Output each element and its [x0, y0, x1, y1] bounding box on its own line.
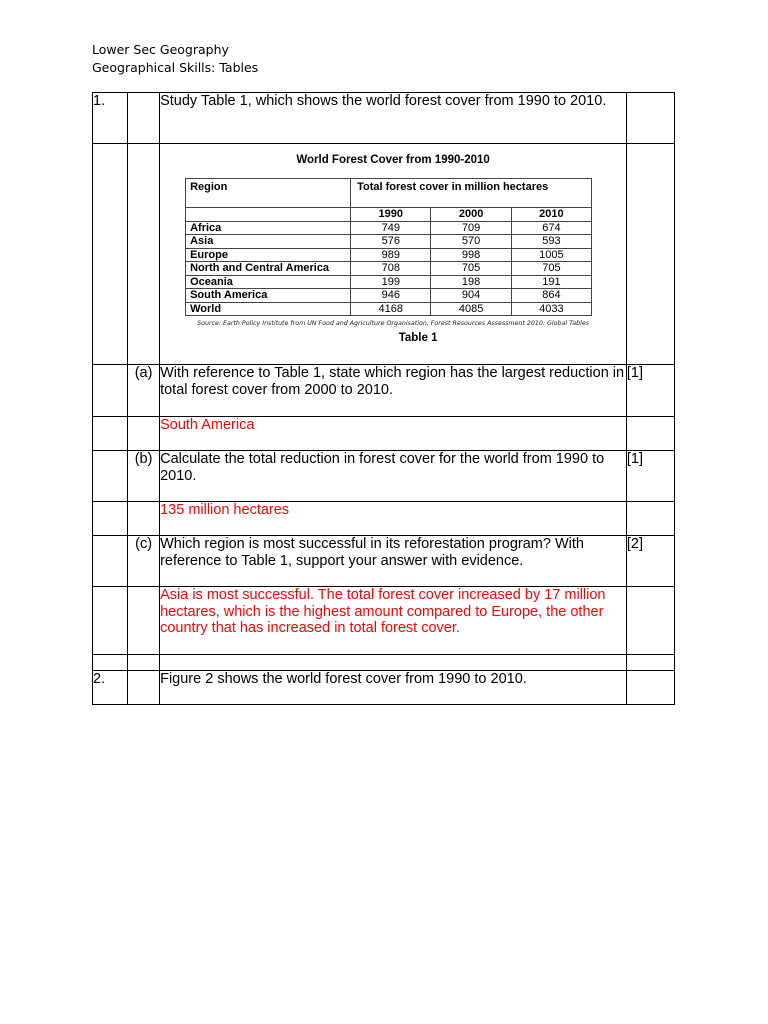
table-cell: 198 [431, 275, 511, 289]
region-name: North and Central America [186, 262, 351, 276]
answer-b-row [93, 502, 675, 536]
question-a-marks: [1] [626, 365, 674, 417]
region-name: Europe [186, 248, 351, 262]
page-header [92, 41, 258, 77]
answer-b-text: 135 million hectares [160, 502, 627, 536]
question-b-label: (b) [128, 451, 160, 502]
region-name: World [186, 302, 351, 316]
region-name: Oceania [186, 275, 351, 289]
question-b-marks: [1] [626, 451, 674, 502]
answer-a-row [93, 417, 675, 451]
header-course: Lower Sec Geography [92, 42, 229, 57]
table-cell: 946 [351, 289, 431, 303]
table-cell: 989 [351, 248, 431, 262]
figure-source: Source: Earth Policy Institute from UN Food and Agriculture Organisation, Forest Resources Assessment 2010: Global Tables [197, 320, 590, 327]
region-name: Africa [186, 221, 351, 235]
table-cell: 674 [511, 221, 591, 235]
q1-intro-row [93, 93, 675, 144]
forest-cover-table [185, 178, 592, 316]
question-c-label: (c) [128, 536, 160, 587]
table-cell: 709 [431, 221, 511, 235]
region-name: South America [186, 289, 351, 303]
question-a-label: (a) [128, 365, 160, 417]
table-cell: 199 [351, 275, 431, 289]
table-row [186, 221, 592, 235]
table-cell: 904 [431, 289, 511, 303]
q2-intro-row [93, 671, 675, 705]
col-region-header: Region [186, 179, 351, 208]
figure-row [93, 144, 675, 365]
q1-number: 1. [93, 93, 128, 144]
table-cell: 705 [431, 262, 511, 276]
answer-c-row [93, 587, 675, 655]
table-cell: 708 [351, 262, 431, 276]
answer-a-text: South America [160, 417, 627, 451]
table-cell: 576 [351, 235, 431, 249]
table-row [186, 235, 592, 249]
table-cell: 4085 [431, 302, 511, 316]
figure-title: World Forest Cover from 1990-2010 [296, 154, 490, 166]
question-a-text: With reference to Table 1, state which region has the largest reduction in total forest cover from 2000 to 2010. [160, 365, 627, 417]
table-cell: 998 [431, 248, 511, 262]
table-cell: 749 [351, 221, 431, 235]
table-row [186, 262, 592, 276]
question-b-text: Calculate the total reduction in forest cover for the world from 1990 to 2010. [160, 451, 627, 502]
year-header: 2000 [431, 208, 511, 222]
question-b-row [93, 451, 675, 502]
table-cell: 570 [431, 235, 511, 249]
year-header: 1990 [351, 208, 431, 222]
q2-intro-text: Figure 2 shows the world forest cover from 1990 to 2010. [160, 671, 627, 705]
q1-intro-text: Study Table 1, which shows the world forest cover from 1990 to 2010. [160, 93, 627, 144]
table-cell: 191 [511, 275, 591, 289]
region-name: Asia [186, 235, 351, 249]
spacer-row [93, 655, 675, 671]
table-cell: 705 [511, 262, 591, 276]
question-c-marks: [2] [626, 536, 674, 587]
table-row [186, 289, 592, 303]
table-row [186, 248, 592, 262]
q2-number: 2. [93, 671, 128, 705]
answer-c-text: Asia is most successful. The total forest cover increased by 17 million hectares, which is the highest amount compared to Europe, the other country that has increased in total forest cover. [160, 587, 627, 655]
table-cell: 4168 [351, 302, 431, 316]
table-cell: 593 [511, 235, 591, 249]
table-row [186, 275, 592, 289]
year-header: 2010 [511, 208, 591, 222]
question-c-text: Which region is most successful in its reforestation program? With reference to Table 1, support your answer with evidence. [160, 536, 627, 587]
forest-cover-figure [160, 144, 626, 363]
table-cell: 1005 [511, 248, 591, 262]
header-topic: Geographical Skills: Tables [92, 60, 259, 75]
table-cell: 4033 [511, 302, 591, 316]
question-c-row [93, 536, 675, 587]
table-cell: 864 [511, 289, 591, 303]
col-total-header: Total forest cover in million hectares [351, 179, 592, 208]
figure-caption: Table 1 [398, 332, 438, 344]
worksheet-table [92, 92, 675, 705]
question-a-row [93, 365, 675, 417]
table-row [186, 302, 592, 316]
